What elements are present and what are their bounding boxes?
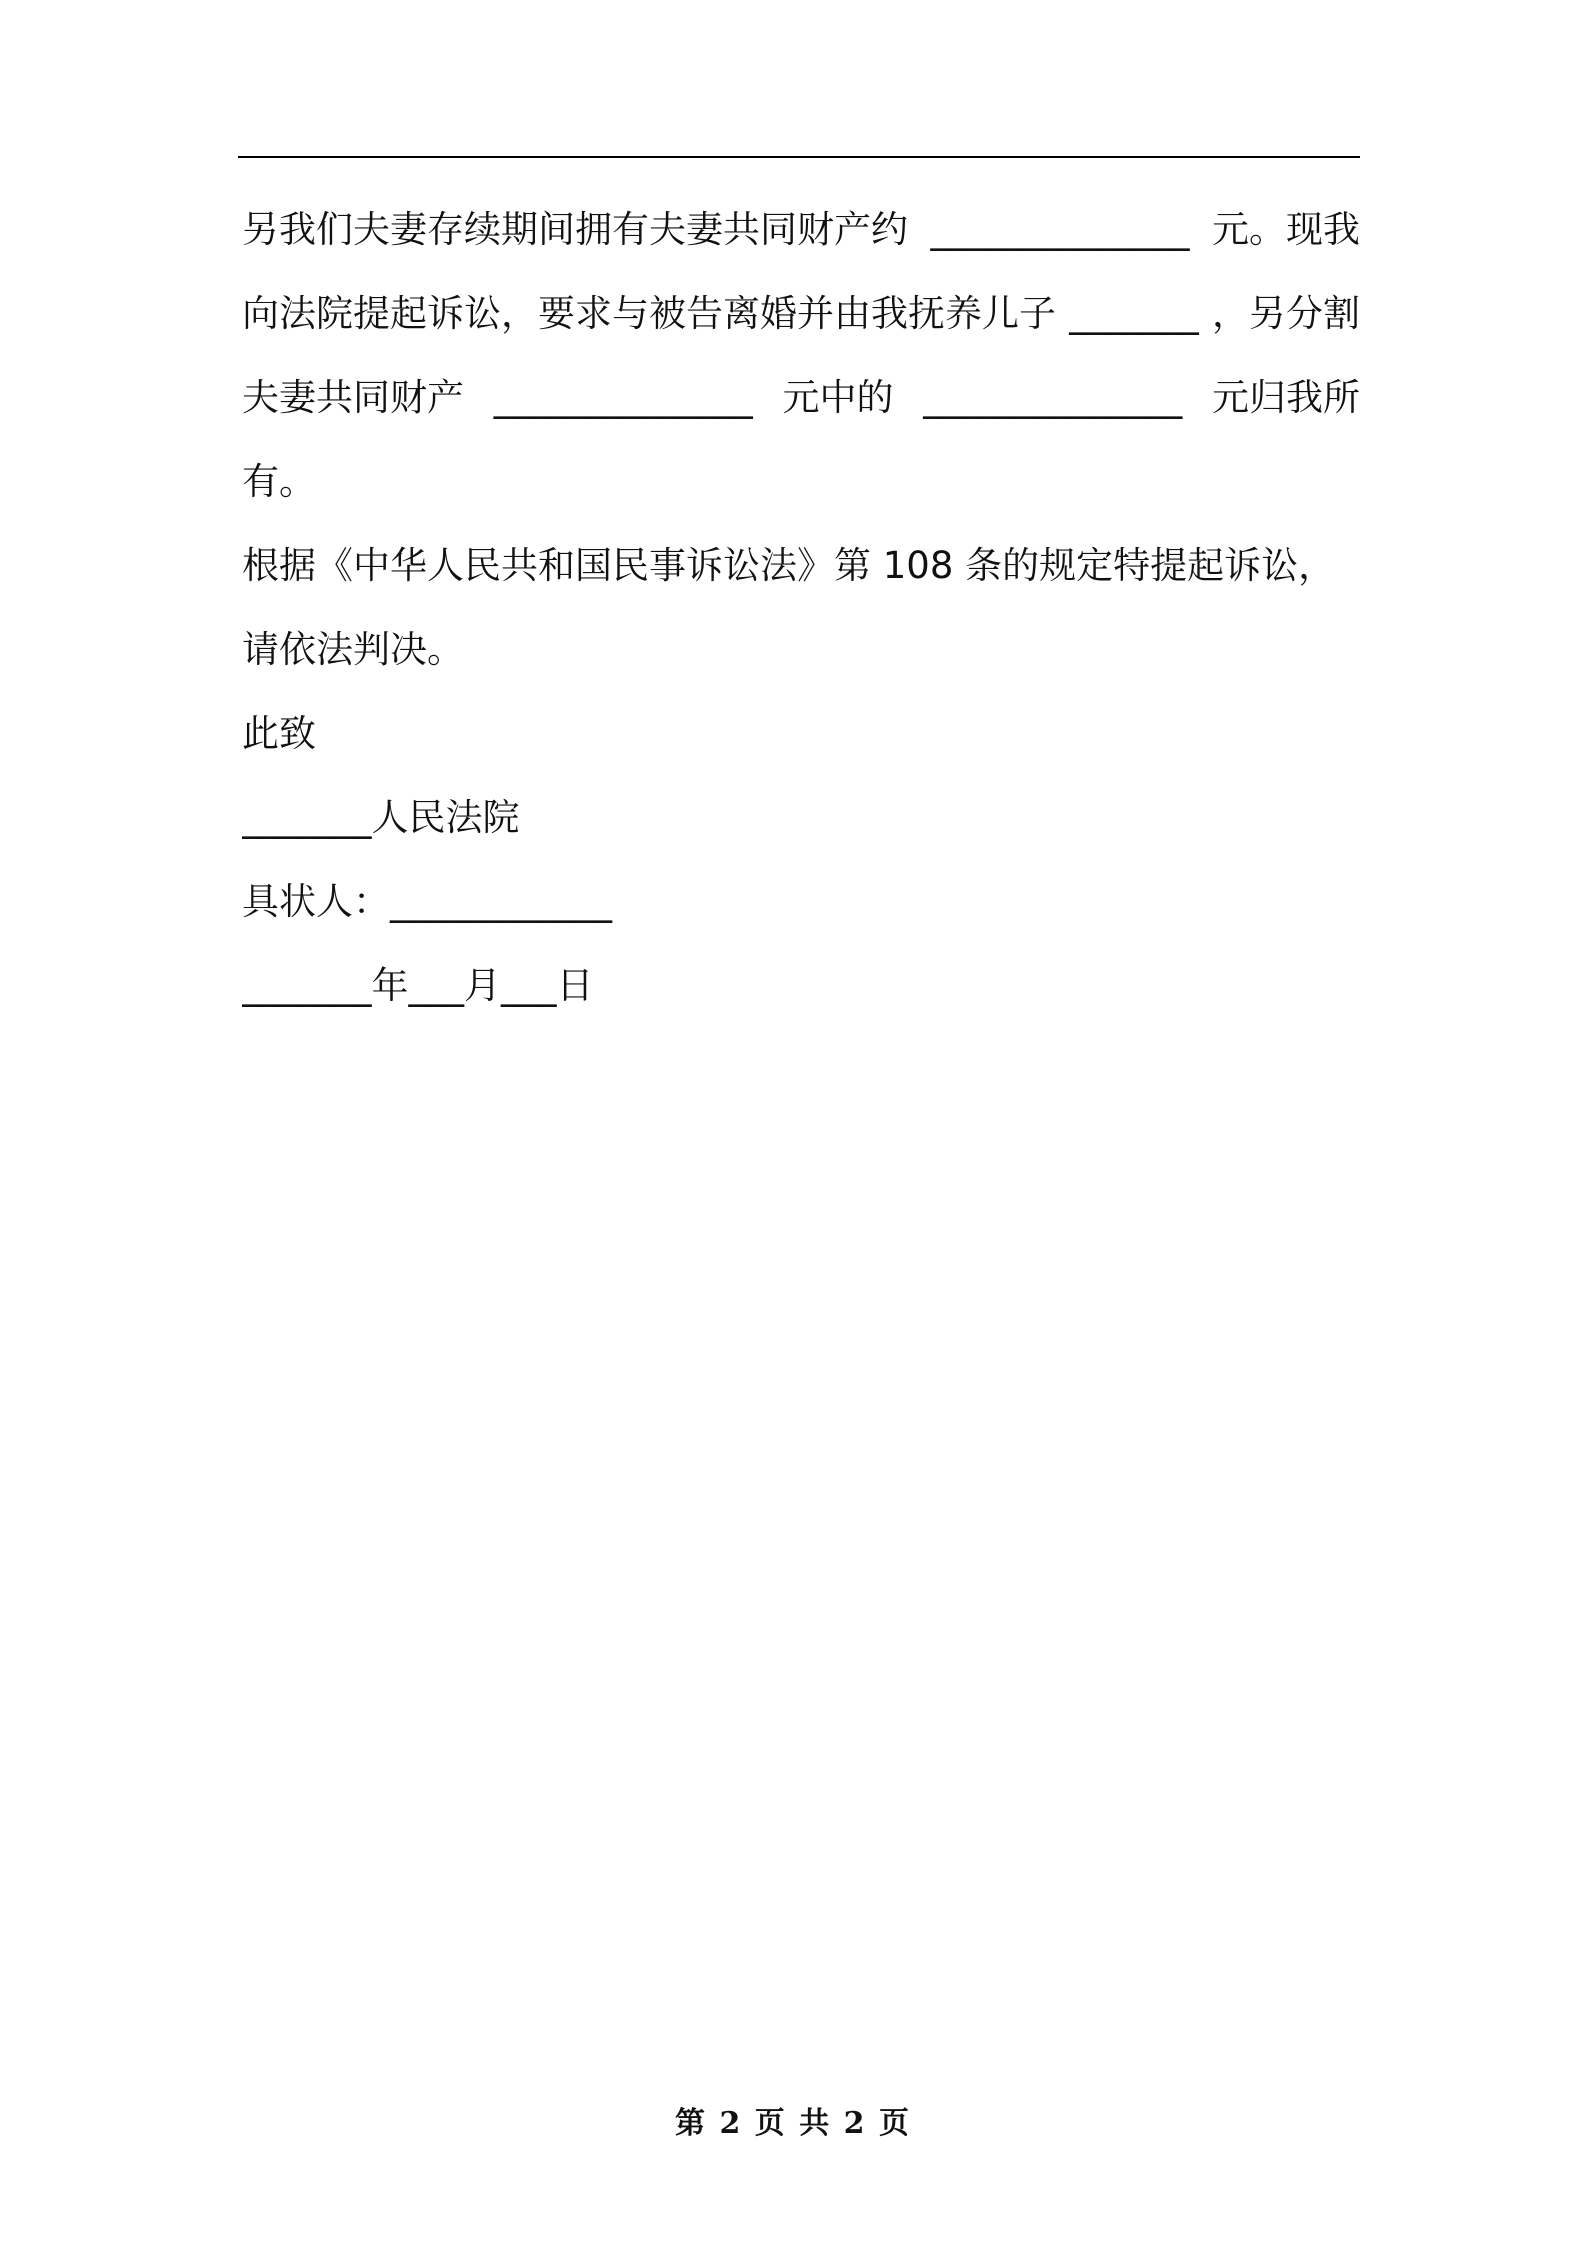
- paragraph-line: 有。: [242, 460, 316, 503]
- document-body: [242, 188, 1360, 1028]
- amount-blank: ______________: [930, 208, 1190, 251]
- plaintiff-line: [242, 860, 1360, 944]
- paragraph-line: [242, 188, 1360, 272]
- paragraph-line: 根据《中华人民共和国民事诉讼法》第 108 条的规定特提起诉讼，: [242, 544, 1336, 587]
- text-segment: 另我们夫妻存续期间拥有夫妻共同财产约: [242, 208, 908, 251]
- court-label: 人民法院: [371, 796, 520, 839]
- year-blank: _______: [242, 964, 372, 1007]
- text-segment: 向法院提起诉讼，要求与被告离婚并由我抚养儿子: [242, 292, 1056, 335]
- plaintiff-signature-blank: ____________: [390, 880, 612, 923]
- salutation: 此致: [242, 712, 316, 755]
- text-segment: 夫妻共同财产: [242, 376, 464, 419]
- header-rule: [238, 156, 1360, 158]
- son-name-blank: _______: [1069, 292, 1199, 335]
- page-footer: 第 2 页 共 2 页: [675, 2106, 911, 2141]
- amount-blank: ______________: [493, 376, 753, 419]
- paragraph-line: 请依法判决。: [242, 628, 464, 671]
- month-label: 月: [464, 964, 501, 1007]
- paragraph-line: [242, 272, 1360, 356]
- court-name-blank: _______: [242, 796, 372, 839]
- month-blank: ___: [408, 964, 464, 1007]
- text-segment: 元。现我: [1212, 208, 1360, 251]
- court-line: [242, 776, 1360, 860]
- text-segment: 元归我所: [1212, 376, 1360, 419]
- year-label: 年: [371, 964, 409, 1007]
- day-label: 日: [556, 964, 594, 1007]
- text-segment: 元中的: [782, 376, 894, 419]
- text-segment: ，另分割: [1212, 292, 1360, 335]
- amount-blank: ______________: [923, 376, 1183, 419]
- day-blank: ___: [501, 964, 557, 1007]
- paragraph-line: [242, 356, 1360, 440]
- date-line: [242, 944, 1360, 1028]
- plaintiff-label: 具状人：: [242, 880, 390, 923]
